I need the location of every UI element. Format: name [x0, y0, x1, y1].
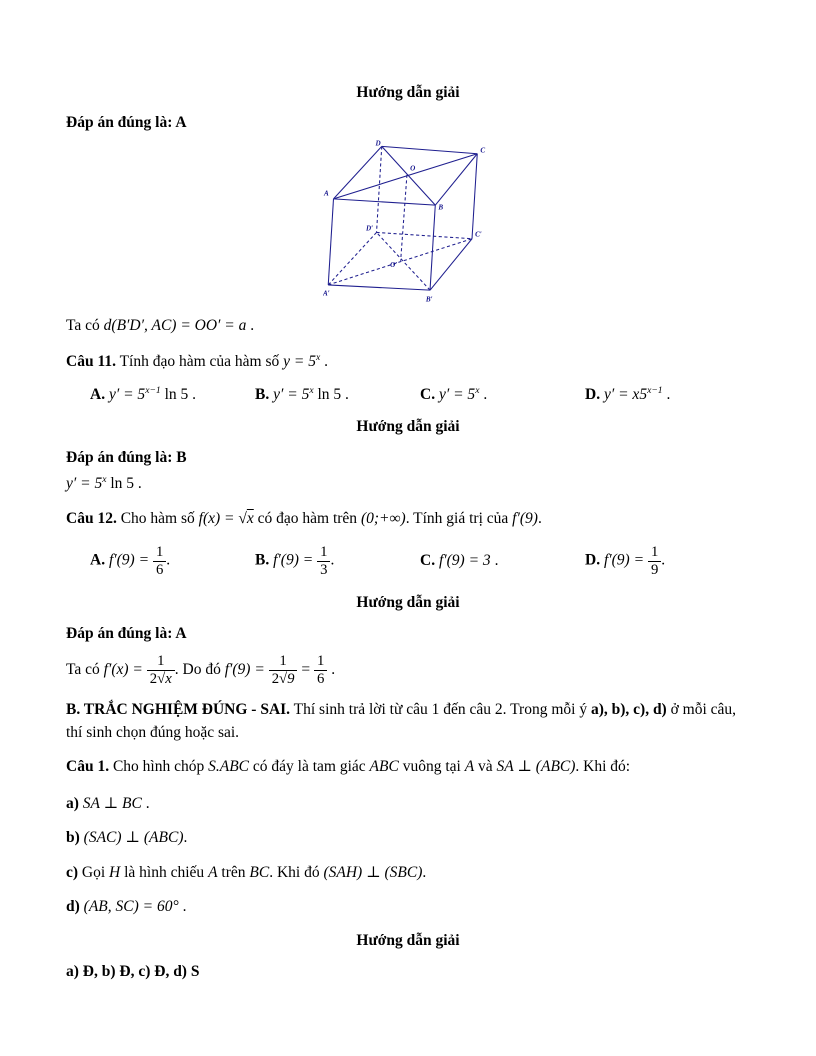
- option-11-a-tail: ln 5 .: [160, 385, 197, 403]
- work-12-t2: . Do đó: [174, 660, 225, 678]
- option-12-b-label: B.: [255, 551, 270, 569]
- option-12-b-tail: .: [330, 551, 335, 569]
- section-b-title: B. TRẮC NGHIỆM ĐÚNG - SAI.: [66, 701, 291, 719]
- work-12-t3: =: [297, 660, 314, 678]
- work-12-fraction-3: [314, 653, 327, 687]
- solution-heading-text: Hướng dẫn giải: [356, 932, 460, 950]
- question-11: [66, 351, 750, 373]
- question-1-m1: S.ABC: [208, 758, 250, 776]
- work-11-base: y′ = 5: [66, 475, 103, 493]
- statement-b-math: (SAC) ⊥ (ABC): [79, 829, 184, 847]
- answer-text: Đáp án đúng là: B: [66, 448, 187, 466]
- option-11-d-tail: .: [662, 385, 671, 403]
- vertex-label-a: A: [324, 189, 329, 198]
- question-1-t1: Cho hình chóp: [109, 758, 209, 776]
- vertex-label-b: B: [438, 203, 444, 212]
- work-12-fraction-2: [269, 653, 298, 687]
- solution-heading-1: [66, 82, 750, 104]
- option-12-a-tail: .: [166, 551, 171, 569]
- question-12: [66, 508, 750, 530]
- option-11-a-sup: x−1: [145, 384, 161, 396]
- option-11-b-tail: ln 5 .: [313, 385, 349, 403]
- question-11-expr: y = 5: [283, 353, 316, 371]
- section-b-intro: [66, 699, 750, 744]
- option-12-a-label: A.: [90, 551, 106, 569]
- solution-heading-text: Hướng dẫn giải: [356, 594, 460, 612]
- statement-a: [66, 793, 750, 815]
- statement-c-m2: A: [208, 863, 218, 881]
- question-12-work: [66, 649, 750, 691]
- solution-heading-text: Hướng dẫn giải: [356, 84, 460, 101]
- statement-d-tail: .: [178, 897, 187, 915]
- question-11-text: Tính đạo hàm của hàm số: [115, 353, 284, 371]
- statement-a-math: SA ⊥ BC: [78, 794, 142, 812]
- question-12-t4: .: [537, 509, 542, 527]
- solution-heading-3: [66, 592, 750, 614]
- statement-c-t4: . Khi đó: [269, 863, 324, 881]
- option-11-c-sup: x: [475, 384, 480, 396]
- statement-d-label: d): [66, 897, 80, 915]
- vertex-label-d: D: [375, 139, 381, 148]
- statement-c-t1: Gọi: [78, 863, 110, 881]
- fraction-numerator: 1: [648, 544, 661, 561]
- vertex-label-o-prime: O′: [390, 261, 398, 270]
- answer-text: Đáp án đúng là: A: [66, 624, 187, 642]
- statement-b-label: b): [66, 829, 80, 847]
- option-12-b-math: f′(9) =: [269, 551, 318, 569]
- statement-c-t3: trên: [217, 863, 250, 881]
- fraction-denominator: [269, 671, 298, 687]
- option-11-a: [90, 384, 255, 406]
- statement-c-m4: (SAH) ⊥ (SBC): [323, 863, 423, 881]
- work-12-t4: .: [327, 660, 336, 678]
- fraction-denominator: 6: [316, 670, 325, 687]
- question-12-options: [66, 538, 750, 584]
- question-12-m1: f(x) = √: [198, 509, 247, 527]
- conclusion-end: .: [246, 316, 255, 334]
- section-b-text-2: ở mỗi câu, thí sinh chọn đúng hoặc sai.: [66, 701, 737, 741]
- option-12-d-math: f′(9) =: [600, 551, 648, 569]
- cube-figure: [66, 139, 750, 307]
- option-12-c-math: f′(9) = 3: [435, 551, 491, 569]
- question-1-m3: A: [464, 758, 475, 776]
- fraction-numerator: 1: [147, 653, 175, 670]
- statement-d-math: (AB, SC) = 60°: [79, 897, 179, 915]
- option-11-a-math: y′ = 5: [105, 385, 146, 403]
- answer-line-3: [66, 623, 750, 645]
- question-11-options: [66, 384, 750, 406]
- vertex-label-c-prime: C′: [475, 230, 482, 239]
- denominator-coefficient: 2√: [149, 670, 166, 687]
- option-11-d: [585, 384, 750, 406]
- option-11-b-sup: x: [309, 384, 314, 396]
- statement-c-t5: .: [422, 863, 427, 881]
- solution-heading-4: [66, 930, 750, 952]
- option-11-d-label: D.: [585, 385, 601, 403]
- vertex-label-d-prime: D′: [366, 224, 374, 233]
- fraction-denominator: 3: [320, 561, 328, 578]
- option-12-b: [255, 544, 420, 578]
- section-b-text-1: Thí sinh trả lời từ câu 1 đến câu 2. Trong mỗi ý: [290, 701, 591, 719]
- option-12-c: [420, 550, 585, 572]
- vertex-label-b-prime: B′: [425, 295, 433, 304]
- option-12-c-tail: .: [490, 551, 499, 569]
- option-12-d: [585, 544, 750, 578]
- option-11-a-label: A.: [90, 385, 106, 403]
- option-11-b: [255, 384, 420, 406]
- solution-heading-2: [66, 416, 750, 438]
- option-12-a: [90, 544, 255, 578]
- fraction-numerator: 1: [317, 544, 330, 561]
- fraction-denominator: [147, 671, 175, 687]
- work-12-m2: f′(9) =: [224, 660, 269, 678]
- question-12-t3: . Tính giá trị của: [405, 509, 513, 527]
- question-1-label: Câu 1.: [66, 758, 110, 776]
- conclusion-math: d(B′D′, AC) = OO′ = a: [103, 316, 247, 334]
- statement-c-m1: H: [109, 863, 121, 881]
- section-b-bold-2: a), b), c), d): [590, 701, 667, 719]
- distance-conclusion-line: [66, 315, 750, 337]
- statement-c-label: c): [66, 863, 79, 881]
- answer-text: a) Đ, b) Đ, c) Đ, d) S: [66, 962, 200, 980]
- question-1-m2: ABC: [369, 758, 399, 776]
- option-11-c-tail: .: [479, 385, 488, 403]
- question-12-label: Câu 12.: [66, 509, 117, 527]
- work-12-m1: f′(x) =: [103, 660, 147, 678]
- cube-hidden-edges: [328, 146, 472, 290]
- option-12-d-tail: .: [661, 551, 666, 569]
- fraction-denominator: 6: [155, 561, 164, 578]
- option-11-b-math: y′ = 5: [269, 385, 310, 403]
- option-11-b-label: B.: [255, 385, 270, 403]
- statement-b: [66, 827, 750, 849]
- statement-c-t2: là hình chiếu: [120, 863, 209, 881]
- question-12-t2: có đạo hàm trên: [253, 509, 361, 527]
- option-12-d-fraction: [648, 544, 661, 578]
- question-1-m4: SA ⊥ (ABC): [496, 758, 576, 776]
- statement-c-m3: BC: [249, 863, 270, 881]
- solution-heading-text: Hướng dẫn giải: [356, 418, 460, 436]
- option-11-c: [420, 384, 585, 406]
- statement-a-tail: .: [141, 794, 150, 812]
- statement-a-label: a): [66, 794, 79, 812]
- option-12-a-math: f′(9) =: [105, 551, 153, 569]
- question-11-expr-sup: x: [315, 352, 321, 364]
- question-11-label: Câu 11.: [66, 353, 116, 371]
- option-12-b-fraction: [317, 544, 330, 578]
- question-12-m3: f′(9): [512, 509, 538, 527]
- work-12-fraction-1: [147, 653, 175, 687]
- question-1-t5: . Khi đó:: [575, 758, 631, 776]
- fraction-numerator: 1: [314, 653, 327, 670]
- option-11-c-label: C.: [420, 385, 436, 403]
- question-1-t2: có đáy là tam giác: [249, 758, 370, 776]
- question-11-work: [66, 473, 750, 495]
- option-11-d-math: y′ = x5: [600, 385, 648, 403]
- fraction-denominator: 9: [650, 561, 659, 578]
- question-1-t3: vuông tại: [398, 758, 465, 776]
- statement-d: [66, 896, 750, 918]
- denominator-coefficient: 2√: [271, 670, 288, 687]
- work-11-sup: x: [102, 474, 107, 486]
- question-12-sqrt: x: [246, 509, 254, 527]
- question-12-t1: Cho hàm số: [116, 509, 199, 527]
- vertex-label-c: C: [480, 146, 486, 155]
- question-1-true-false: [66, 756, 750, 778]
- answer-line-1: [66, 112, 750, 134]
- true-false-answer-line: [66, 961, 750, 983]
- question-12-m2: (0;+∞): [360, 509, 406, 527]
- statement-c: [66, 862, 750, 884]
- option-12-d-label: D.: [585, 551, 601, 569]
- cube-figure-svg: [323, 139, 493, 307]
- statement-b-tail: .: [183, 829, 188, 847]
- work-11-tail: ln 5 .: [106, 475, 142, 493]
- vertex-label-a-prime: A′: [323, 289, 330, 298]
- denominator-radicand: x: [165, 670, 172, 687]
- option-11-d-sup: x−1: [647, 384, 663, 396]
- denominator-radicand: 9: [287, 670, 295, 687]
- cube-solid-edges: [328, 146, 477, 290]
- option-12-a-fraction: [153, 544, 166, 578]
- question-1-t4: và: [474, 758, 497, 776]
- question-11-expr-end: .: [320, 353, 328, 371]
- option-12-c-label: C.: [420, 551, 436, 569]
- answer-text: Đáp án đúng là: A: [66, 114, 187, 132]
- work-12-t1: Ta có: [66, 660, 104, 678]
- fraction-numerator: 1: [153, 544, 166, 561]
- vertex-label-o: O: [410, 164, 416, 173]
- conclusion-pre: Ta có: [66, 316, 104, 334]
- answer-line-2: [66, 447, 750, 469]
- fraction-numerator: 1: [269, 653, 298, 670]
- option-11-c-math: y′ = 5: [435, 385, 476, 403]
